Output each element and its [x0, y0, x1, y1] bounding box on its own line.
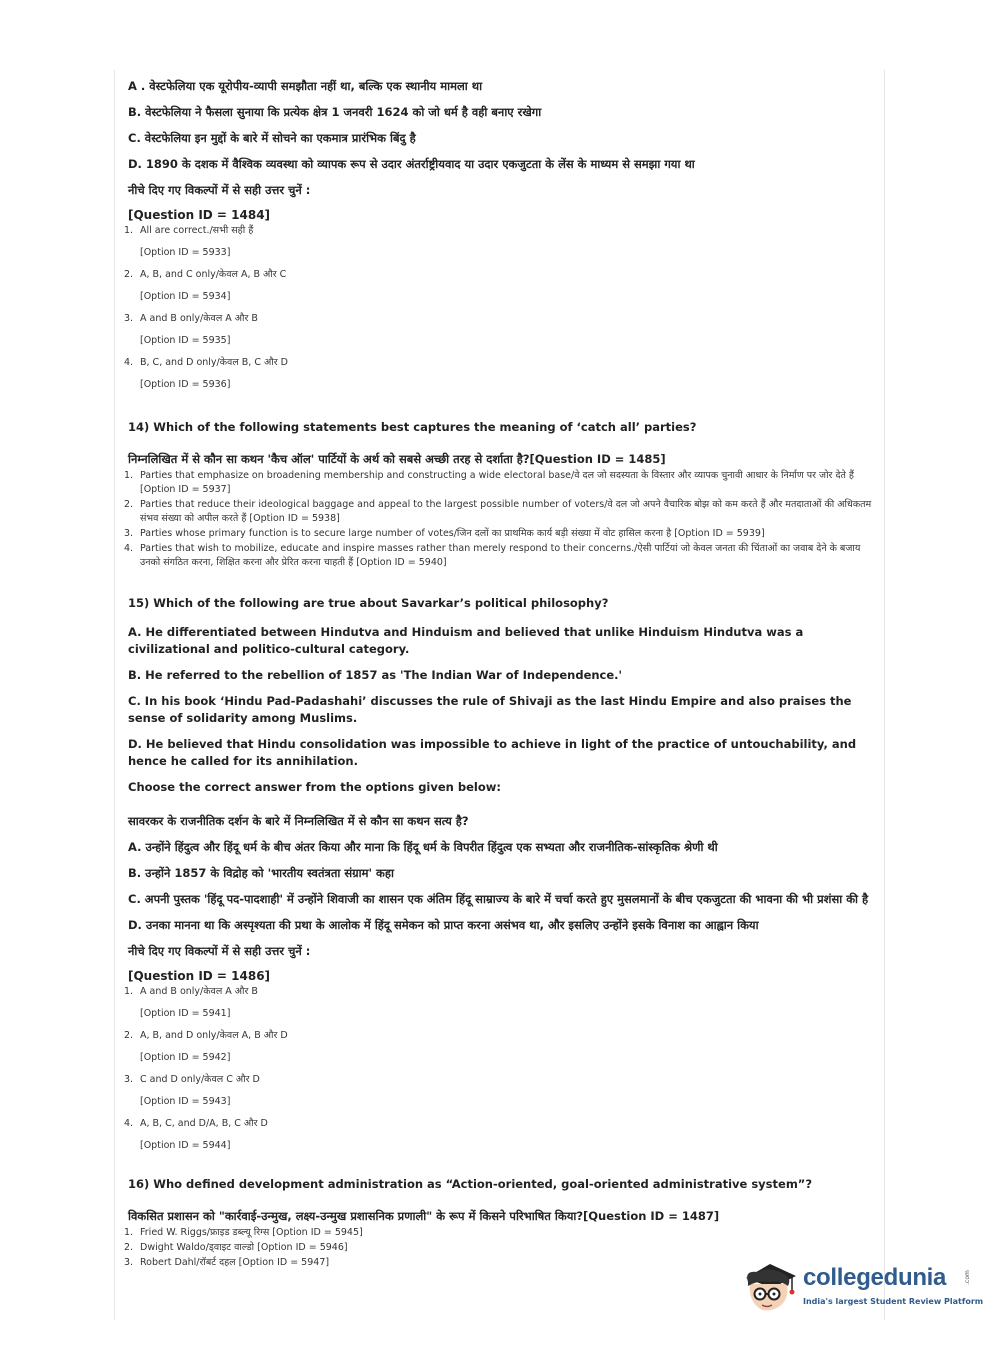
logo-com: .com [963, 1270, 971, 1285]
statement-c: C. वेस्टफेलिया इन मुद्दों के बारे में सोचने का एकमात्र प्रारंभिक बिंदु है [128, 131, 416, 145]
logo-tagline: India's largest Student Review Platform [803, 1297, 984, 1306]
option-list [124, 469, 873, 570]
question-id: [Question ID = 1484] [128, 208, 271, 222]
option-item[interactable]: 4. B, C, and D only/केवल B, C और D [124, 357, 288, 368]
choose-instruction: Choose the correct answer from the options given below: [128, 780, 501, 794]
statement-c-hindi: C. अपनी पुस्तक 'हिंदू पद-पादशाही' में उन्होंने शिवाजी का शासन एक अंतिम हिंदू साम्राज्य के बारे में चर्चा करते हुए मुसलमानों के बीच एकजुटता की भावना की भी प्रशंसा की है [128, 892, 869, 906]
question-15-hindi: सावरकर के राजनीतिक दर्शन के बारे में निम्नलिखित में से कौन सा कथन सत्य है? [128, 814, 469, 828]
option-id: [Option ID = 5936] [140, 379, 231, 390]
statement-d-hindi: D. उनका मानना था कि अस्पृश्यता की प्रथा के आलोक में हिंदू समेकन को प्राप्त करना असंभव था, और इसलिए उन्होंने इसके विनाश का आह्वान किया [128, 918, 759, 932]
statement-b-hindi: B. उन्होंने 1857 के विद्रोह को 'भारतीय स्वतंत्रता संग्राम' कहा [128, 866, 394, 880]
option-id: [Option ID = 5933] [140, 247, 231, 258]
statement-a: A . वेस्टफेलिया एक यूरोपीय-व्यापी समझौता नहीं था, बल्कि एक स्थानीय मामला था [128, 79, 483, 93]
option-item[interactable]: 2. A, B, and C only/केवल A, B और C [124, 269, 287, 280]
option-item[interactable]: 2. Dwight Waldo/ड्वाइट वाल्डो [Option ID = 5946] [124, 1242, 348, 1253]
option-item[interactable]: 2. Parties that reduce their ideological baggage and appeal to the largest possible number of voters/वे दल जो अपने वैचारिक बोझ को कम करते हैं और मतदाताओं की अधिकतम संभव संख्या को अपील करते हैं [Option ID = 5938] [124, 499, 872, 524]
question-content [124, 78, 873, 1271]
option-id: [Option ID = 5941] [140, 1008, 231, 1019]
option-id: [Option ID = 5944] [140, 1140, 231, 1151]
statement-b: B. He referred to the rebellion of 1857 as 'The Indian War of Independence.' [128, 668, 623, 682]
option-item[interactable]: 1. All are correct./सभी सही हैं [124, 225, 254, 236]
option-id: [Option ID = 5934] [140, 291, 231, 302]
choose-instruction: नीचे दिए गए विकल्पों में से सही उत्तर चुनें : [128, 183, 311, 197]
option-item[interactable]: 4. Parties that wish to mobilize, educate and inspire masses rather than merely respond to their concerns./ऐसी पार्टियां जो केवल जनता की चिंताओं का जवाब देने के बजाय उनको संगठित करना, शिक्षित करना और प्रेरित करना चाहती हैं [Option ID = 5940] [124, 543, 861, 568]
option-item[interactable]: 2. A, B, and D only/केवल A, B और D [124, 1030, 288, 1041]
statement-a-hindi: A. उन्होंने हिंदुत्व और हिंदू धर्म के बीच अंतर किया और माना कि हिंदू धर्म के विपरीत हिंदुत्व एक सभ्यता और राजनीतिक-सांस्कृतिक श्रेणी थी [128, 840, 718, 854]
option-item[interactable]: 3. Parties whose primary function is to secure large number of votes/जिन दलों का प्राथमिक कार्य बड़ी संख्या में वोट हासिल करना है [Option ID = 5939] [124, 528, 765, 539]
option-list [124, 985, 873, 1151]
question-15-title: 15) Which of the following are true about Savarkar’s political philosophy? [128, 596, 609, 610]
option-list [124, 224, 873, 390]
option-id: [Option ID = 5935] [140, 335, 231, 346]
statement-c: C. In his book ‘Hindu Pad-Padashahi’ discusses the rule of Shivaji as the last Hindu Empire and also praises the sense of solidarity among Muslims. [128, 694, 852, 725]
option-item[interactable]: 1. A and B only/केवल A और B [124, 986, 258, 997]
question-id: [Question ID = 1486] [128, 969, 271, 983]
option-item[interactable]: 3. A and B only/केवल A और B [124, 313, 258, 324]
question-16-hindi: विकसित प्रशासन को "कार्रवाई-उन्मुख, लक्ष्य-उन्मुख प्रशासनिक प्रणाली" के रूप में किसने परिभाषित किया?[Question ID = 1487] [128, 1209, 720, 1223]
choose-instruction-hindi: नीचे दिए गए विकल्पों में से सही उत्तर चुनें : [128, 944, 311, 958]
logo-wordmark: collegedunia [803, 1264, 947, 1291]
mascot-icon [746, 1264, 796, 1310]
question-16-title: 16) Who defined development administration as “Action-oriented, goal-oriented administrative system”? [128, 1177, 813, 1191]
option-id: [Option ID = 5943] [140, 1096, 231, 1107]
option-item[interactable]: 3. C and D only/केवल C और D [124, 1074, 260, 1085]
page-border-left [114, 70, 115, 1320]
statement-d: D. 1890 के दशक में वैश्विक व्यवस्था को व्यापक रूप से उदार अंतर्राष्ट्रीयवाद या उदार एकजुटता के लेंस के माध्यम से समझा गया था [128, 157, 695, 171]
statement-a: A. He differentiated between Hindutva and Hinduism and believed that unlike Hinduism Hindutva was a civilizational and politico-cultural category. [128, 625, 804, 656]
option-item[interactable]: 1. Fried W. Riggs/फ्राइड डब्ल्यू रिग्स [Option ID = 5945] [124, 1227, 363, 1238]
question-14-title: 14) Which of the following statements best captures the meaning of ‘catch all’ parties? [128, 420, 697, 434]
statement-b: B. वेस्टफेलिया ने फैसला सुनाया कि प्रत्येक क्षेत्र 1 जनवरी 1624 को जो धर्म है वही बनाए रखेगा [128, 105, 542, 119]
option-item[interactable]: 3. Robert Dahl/रॉबर्ट दहल [Option ID = 5947] [124, 1257, 330, 1268]
statement-d: D. He believed that Hindu consolidation was impossible to achieve in light of the practice of untouchability, and hence he called for its annihilation. [128, 737, 857, 768]
option-item[interactable]: 4. A, B, C, and D/A, B, C और D [124, 1118, 268, 1129]
option-item[interactable]: 1. Parties that emphasize on broadening membership and constructing a wide electoral base/वे दल जो सदस्यता के विस्तार और व्यापक चुनावी आधार के निर्माण पर जोर देते हैं [Option ID = 5937] [124, 470, 854, 495]
question-14-hindi: निम्नलिखित में से कौन सा कथन 'कैच ऑल' पार्टियों के अर्थ को सबसे अच्छी तरह से दर्शाता है?[Question ID = 1485] [128, 452, 666, 466]
page-border-right [884, 70, 885, 1320]
option-id: [Option ID = 5942] [140, 1052, 231, 1063]
